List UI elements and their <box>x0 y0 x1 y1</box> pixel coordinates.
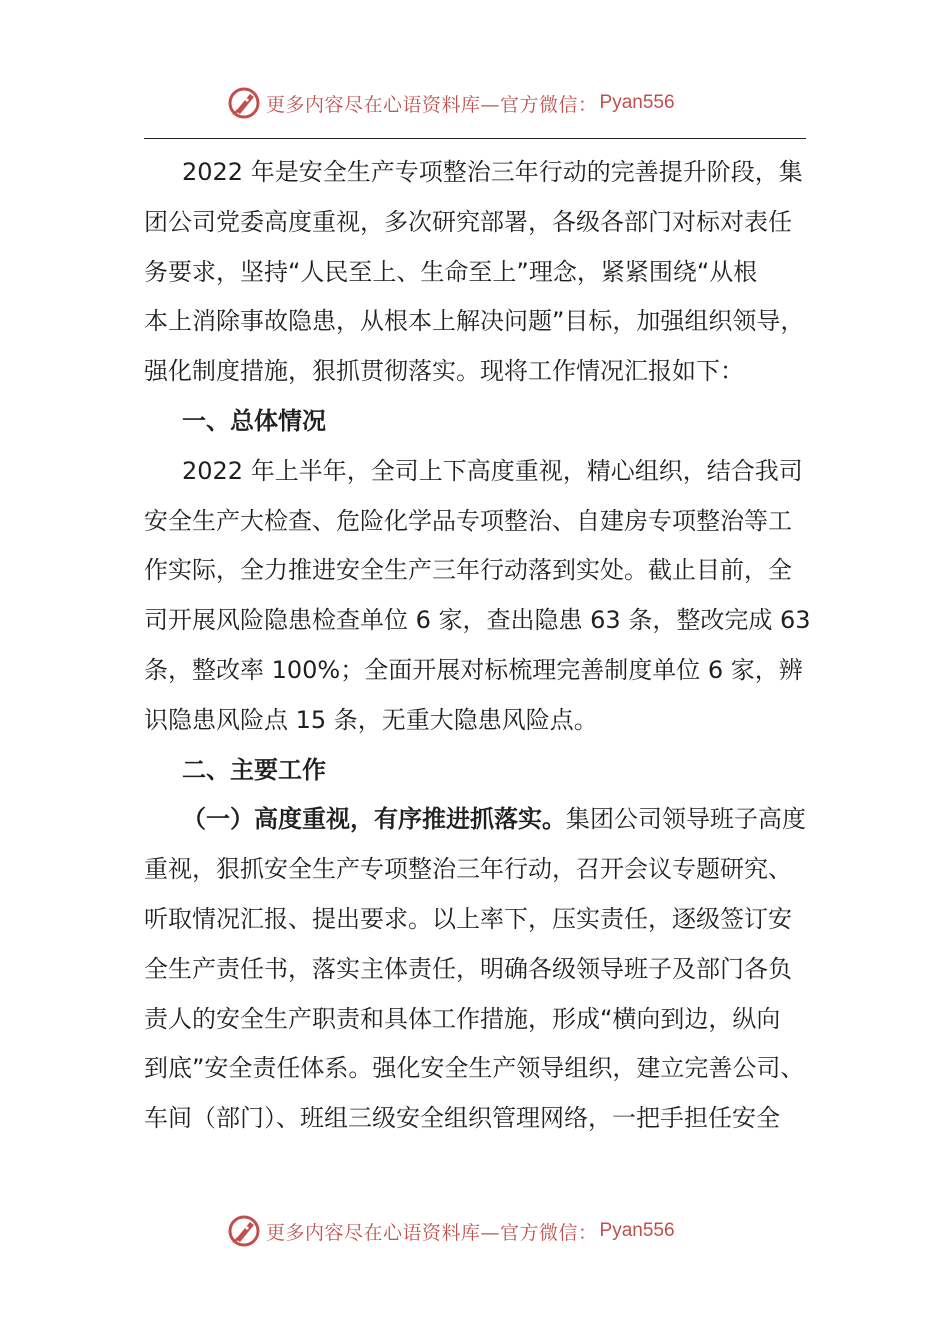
paragraph-line: 识隐患风险点 15 条，无重大隐患风险点。 <box>144 705 598 734</box>
paragraph-line <box>144 795 808 845</box>
paragraph-line: 本上消除事故隐患，从根本上解决问题”目标，加强组织领导， <box>144 307 805 336</box>
paragraph-line: 车间（部门）、班组三级安全组织管理网络，一把手担任安全 <box>144 1104 780 1133</box>
paragraph-line: 安全生产大检查、危险化学品专项整治、自建房专项整治等工 <box>144 506 792 535</box>
paragraph-line: 全生产责任书，落实主体责任，明确各级领导班子及部门各负 <box>144 954 792 983</box>
paragraph-line: 强化制度措施，狠抓贯彻落实。现将工作情况汇报如下： <box>144 357 744 386</box>
paragraph-line: 2022 年上半年，全司上下高度重视，精心组织，结合我司 <box>182 456 803 485</box>
watermark-wechat-id: Pyan556 <box>599 1220 675 1241</box>
paragraph-line: 务要求，坚持“人民至上、生命至上”理念，紧紧围绕“从根 <box>144 257 758 286</box>
pen-nib-logo-icon <box>226 1213 262 1249</box>
section-heading-main-work: 二、主要工作 <box>182 755 326 784</box>
document-body <box>144 148 811 1144</box>
footer-watermark <box>226 1212 675 1250</box>
header-watermark <box>226 84 675 122</box>
paragraph-line: 责人的安全生产职责和具体工作措施，形成“横向到边，纵向 <box>144 1004 781 1033</box>
section-heading-overview: 一、总体情况 <box>182 406 326 435</box>
subsection-heading-inline: （一）高度重视，有序推进抓落实。 <box>182 805 566 834</box>
paragraph-line: 听取情况汇报、提出要求。以上率下，压实责任，逐级签订安 <box>144 904 792 933</box>
paragraph-line: 条，整改率 100%；全面开展对标梳理完善制度单位 6 家，辨 <box>144 655 803 684</box>
paragraph-run: 集团公司领导班子高度 <box>566 805 806 834</box>
paragraph-line: 作实际，全力推进安全生产三年行动落到实处。截止目前，全 <box>144 556 792 585</box>
paragraph-line: 团公司党委高度重视，多次研究部署，各级各部门对标对表任 <box>144 207 792 236</box>
paragraph-line: 2022 年是安全生产专项整治三年行动的完善提升阶段，集 <box>182 158 803 186</box>
paragraph-line: 司开展风险隐患检查单位 6 家，查出隐患 63 条，整改完成 63 <box>144 606 811 635</box>
header-divider <box>144 138 806 139</box>
paragraph-line: 到底”安全责任体系。强化安全生产领导组织，建立完善公司、 <box>144 1054 805 1083</box>
pen-nib-logo-icon <box>226 85 262 121</box>
watermark-wechat-id: Pyan556 <box>599 92 675 113</box>
watermark-text: 更多内容尽在心语资料库—官方微信： <box>266 1221 598 1244</box>
watermark-text: 更多内容尽在心语资料库—官方微信： <box>266 93 598 116</box>
paragraph-line: 重视，狠抓安全生产专项整治三年行动，召开会议专题研究、 <box>144 855 792 884</box>
